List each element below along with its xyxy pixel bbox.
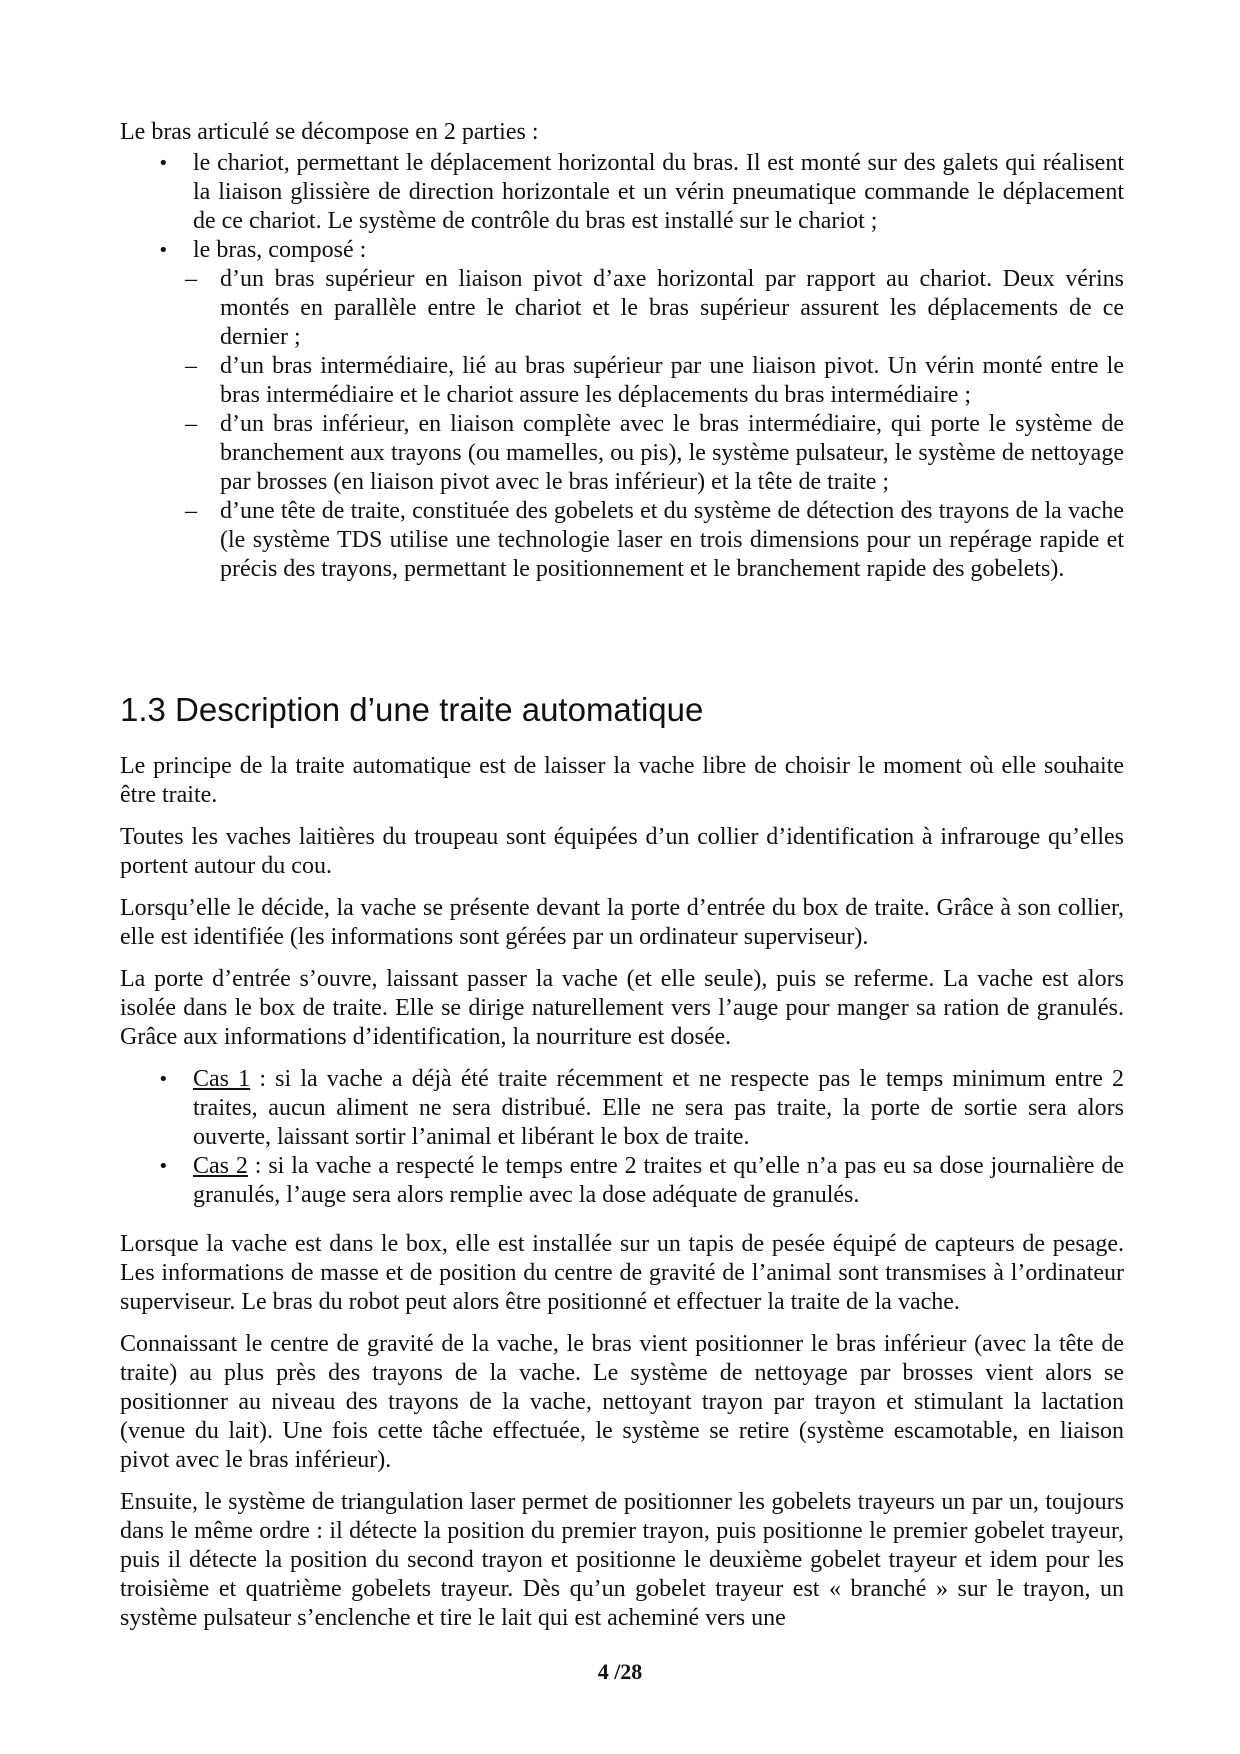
component-text: d’un bras supérieur en liaison pivot d’axe horizontal par rapport au chariot. Deux vérins montés en parallèle entre le chariot et le bras supérieur assurent les déplacements de ce dernier ; bbox=[220, 266, 1124, 350]
paragraph: Le principe de la traite automatique est de laisser la vache libre de choisir le moment où elle souhaite être traite. bbox=[120, 753, 1124, 808]
list-item bbox=[120, 410, 1124, 497]
component-text: d’un bras intermédiaire, lié au bras supérieur par une liaison pivot. Un vérin monté entre le bras intermédiaire et le chariot assure les déplacements du bras intermédiaire ; bbox=[220, 353, 1124, 408]
paragraph: Lorsque la vache est dans le box, elle est installée sur un tapis de pesée équipé de capteurs de pesage. Les informations de masse et de position du centre de gravité de l’animal sont transmises à l’ordinateur superviseur. Le bras du robot peut alors être positionné et effectuer la traite de la vache. bbox=[120, 1231, 1124, 1315]
case-label: Cas 1 bbox=[193, 1066, 251, 1092]
dash-icon: – bbox=[185, 353, 197, 379]
component-text: d’une tête de traite, constituée des gobelets et du système de détection des trayons de la vache (le système TDS utilise une technologie laser en trois dimensions pour un repérage rapide et précis des trayons, permettant le positionnement et le branchement rapide des gobelets). bbox=[220, 498, 1124, 582]
bullet-icon: • bbox=[158, 240, 169, 261]
section-body bbox=[120, 752, 1124, 1646]
bullet-icon: • bbox=[158, 1069, 169, 1090]
case-text: : si la vache a respecté le temps entre 2 traites et qu’elle n’a pas eu sa dose journalière de granulés, l’auge sera alors remplie avec la dose adéquate de granulés. bbox=[193, 1153, 1124, 1208]
paragraph: Lorsqu’elle le décide, la vache se présente devant la porte d’entrée du box de traite. Grâce à son collier, elle est identifiée (les informations sont gérées par un ordinateur superviseur). bbox=[120, 895, 1124, 950]
dash-icon: – bbox=[185, 498, 197, 524]
bullet-icon: • bbox=[158, 1156, 169, 1177]
part-text: le chariot, permettant le déplacement horizontal du bras. Il est monté sur des galets qui réalisent la liaison glissière de direction horizontale et un vérin pneumatique commande le déplacement de ce chariot. Le système de contrôle du bras est installé sur le chariot ; bbox=[193, 150, 1124, 234]
list-item bbox=[120, 149, 1124, 236]
case-label: Cas 2 bbox=[193, 1153, 248, 1179]
list-item bbox=[120, 1065, 1124, 1152]
arm-components-list bbox=[120, 265, 1124, 584]
dash-icon: – bbox=[185, 266, 197, 292]
component-text: d’un bras inférieur, en liaison complète avec le bras intermédiaire, qui porte le système de branchement aux trayons (ou mamelles, ou pis), le système pulsateur, le système de nettoyage par brosses (en liaison pivot avec le bras inférieur) et la tête de traite ; bbox=[220, 411, 1124, 495]
bullet-icon: • bbox=[158, 153, 169, 174]
paragraph: La porte d’entrée s’ouvre, laissant passer la vache (et elle seule), puis se referme. La vache est alors isolée dans le box de traite. Elle se dirige naturellement vers l’auge pour manger sa ration de granulés. Grâce aux informations d’identification, la nourriture est dosée. bbox=[120, 966, 1124, 1050]
dash-icon: – bbox=[185, 411, 197, 437]
page-number: 4 /28 bbox=[597, 1659, 643, 1684]
list-item bbox=[120, 1152, 1124, 1210]
section-heading: 1.3 Description d’une traite automatique bbox=[120, 691, 704, 728]
paragraph: Toutes les vaches laitières du troupeau sont équipées d’un collier d’identification à infrarouge qu’elles portent autour du cou. bbox=[120, 824, 1124, 879]
paragraph: Ensuite, le système de triangulation laser permet de positionner les gobelets trayeurs un par un, toujours dans le même ordre : il détecte la position du premier trayon, puis positionne le premier gobelet trayeur, puis il détecte la position du second trayon et positionne le deuxième gobelet trayeur et idem pour les troisième et quatrième gobelets trayeur. Dès qu’un gobelet trayeur est « branché » sur le trayon, un système pulsateur s’enclenche et tire le lait qui est acheminé vers une bbox=[120, 1489, 1124, 1631]
arm-description bbox=[120, 118, 1124, 584]
case-text: : si la vache a déjà été traite récemment et ne respecte pas le temps minimum entre 2 traites, aucun aliment ne sera distribué. Elle ne sera pas traite, la porte de sortie sera alors ouverte, laissant sortir l’animal et libérant le box de traite. bbox=[193, 1066, 1125, 1150]
paragraph: Connaissant le centre de gravité de la vache, le bras vient positionner le bras inférieur (avec la tête de traite) au plus près des trayons de la vache. Le système de nettoyage par brosses vient alors se positionner au niveau des trayons de la vache, nettoyant trayon par trayon et stimulant la lactation (venue du lait). Une fois cette tâche effectuée, le système se retire (système escamotable, en liaison pivot avec le bras inférieur). bbox=[120, 1331, 1124, 1473]
list-item bbox=[120, 265, 1124, 352]
part-text: le bras, composé : bbox=[193, 237, 367, 263]
list-item bbox=[120, 236, 1124, 265]
intro-text: Le bras articulé se décompose en 2 parties : bbox=[120, 119, 539, 145]
cases-list bbox=[120, 1065, 1124, 1210]
arm-parts-list bbox=[120, 149, 1124, 265]
list-item bbox=[120, 352, 1124, 410]
list-item bbox=[120, 497, 1124, 584]
